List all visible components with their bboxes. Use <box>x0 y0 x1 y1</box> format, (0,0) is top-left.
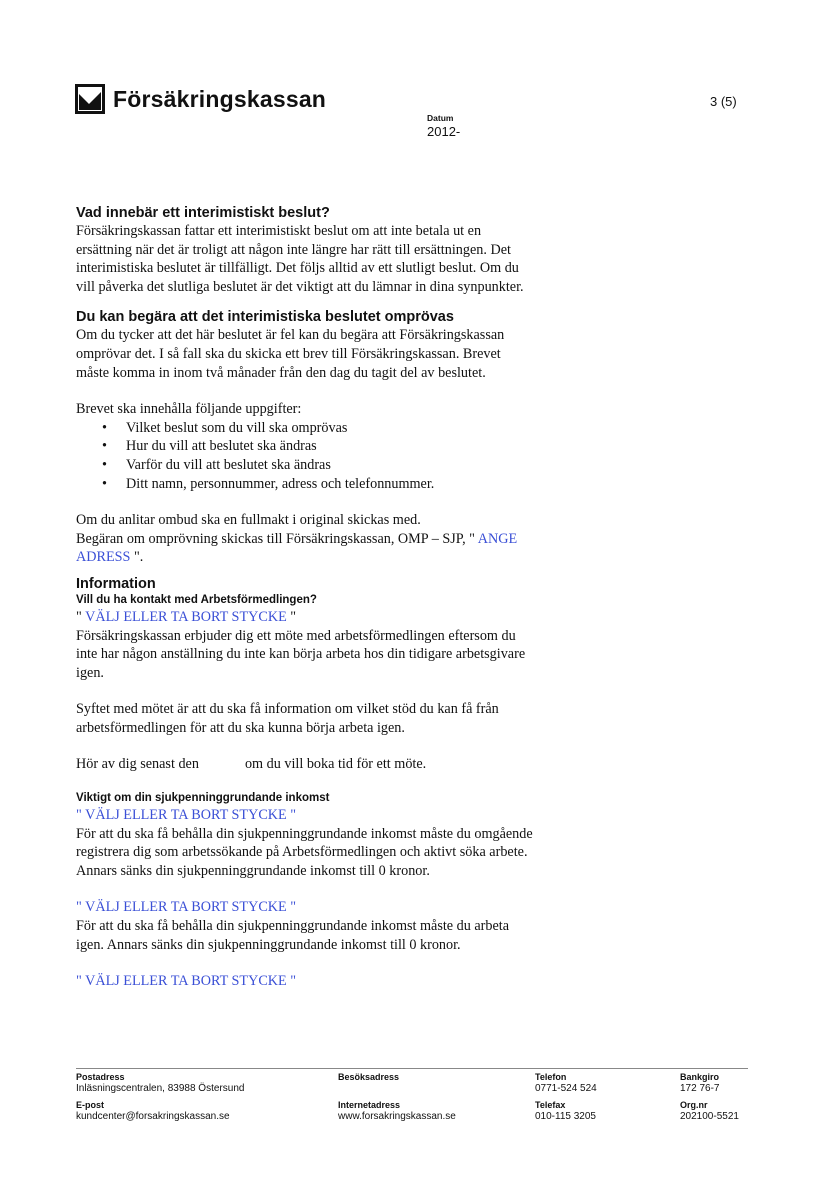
footer-value: 172 76-7 <box>680 1083 720 1094</box>
address-suffix: ". <box>130 549 144 566</box>
footer-divider <box>76 1068 748 1069</box>
footer-postadress <box>76 1071 244 1095</box>
paragraph-interim-decision <box>76 222 656 296</box>
address-line <box>76 530 656 549</box>
list-item: • Ditt namn, personnummer, adress och telefonnummer. <box>126 475 656 494</box>
heading-interim-decision: Vad innebär ett interimistiskt beslut? <box>76 205 330 221</box>
footer-label: Org.nr <box>680 1100 708 1110</box>
footer-telefax <box>535 1099 596 1123</box>
forsakringskassan-logo-icon <box>75 84 105 114</box>
heading-information: Information <box>76 575 156 592</box>
ombud-line: Om du anlitar ombud ska en fullmakt i original skickas med. <box>76 512 421 529</box>
footer-label: Bankgiro <box>680 1072 720 1082</box>
datum-value: 2012- <box>427 124 461 139</box>
address-placeholder-2[interactable]: ADRESS <box>76 549 131 566</box>
text-line: För att du ska få behålla din sjukpenninggrundande inkomst måste du omgående <box>76 825 533 842</box>
datum-label: Datum <box>427 113 454 123</box>
choice-placeholder-1[interactable]: VÄLJ ELLER TA BORT STYCKE <box>85 608 287 625</box>
text-line: omprövar det. I så fall ska du skicka ett brev till Försäkringskassan. Brevet <box>76 345 501 362</box>
document-body <box>76 205 656 991</box>
address-placeholder-1[interactable]: ANGE <box>474 530 518 547</box>
footer-label: Telefax <box>535 1100 566 1110</box>
text-line: Syftet med mötet är att du ska få information om vilket stöd du kan få från <box>76 701 499 718</box>
text-line: vill påverka det slutliga beslutet är det viktigt att du lämnar in dina synpunkter. <box>76 278 524 295</box>
choice-quote-close: " <box>286 608 297 625</box>
footer-email-link[interactable]: kundcenter@forsakringskassan.se <box>76 1111 230 1122</box>
text-line: igen. Annars sänks din sjukpenninggrundande inkomst till 0 kronor. <box>76 936 461 953</box>
contact-text-1: Hör av dig senast den <box>76 756 199 773</box>
required-info-list <box>76 419 656 493</box>
list-item: • Vilket beslut som du vill ska omprövas <box>126 419 656 438</box>
list-item: • Hur du vill att beslutet ska ändras <box>126 437 656 456</box>
text-line: Försäkringskassan fattar ett interimistiskt beslut om att inte betala ut en <box>76 223 482 239</box>
list-intro: Brevet ska innehålla följande uppgifter: <box>76 401 302 418</box>
footer-besoksadress <box>338 1071 399 1083</box>
text-line: registrera dig som arbetssökande på Arbetsförmedlingen och aktivt söka arbete. <box>76 844 528 861</box>
choice-placeholder-4[interactable]: " VÄLJ ELLER TA BORT STYCKE " <box>76 973 297 990</box>
footer-label: Postadress <box>76 1072 125 1082</box>
datum-block <box>427 113 460 139</box>
text-line: Försäkringskassan erbjuder dig ett möte med arbetsförmedlingen eftersom du <box>76 627 516 644</box>
footer-epost <box>76 1099 230 1123</box>
text-line: Om du tycker att det här beslutet är fel kan du begära att Försäkringskassan <box>76 327 505 344</box>
footer-telefon <box>535 1071 597 1095</box>
text-line: interimistiska beslutet är tillfälligt. Det följs alltid av ett slutligt beslut. Om du <box>76 260 519 277</box>
footer-value: 010-115 3205 <box>535 1111 596 1122</box>
text-line: Annars sänks din sjukpenninggrundande inkomst till 0 kronor. <box>76 862 430 879</box>
text-line: inte har någon anställning du inte kan börja arbeta hos din tidigare arbetsgivare <box>76 646 526 663</box>
text-line: arbetsförmedlingen för att du ska kunna börja arbeta igen. <box>76 719 405 736</box>
text-line: igen. <box>76 664 104 681</box>
choice-placeholder-2[interactable]: " VÄLJ ELLER TA BORT STYCKE " <box>76 807 297 824</box>
footer-value: 202100-5521 <box>680 1111 739 1122</box>
footer-value: Inläsningscentralen, 83988 Östersund <box>76 1083 245 1094</box>
footer-label: Internetadress <box>338 1100 401 1110</box>
footer-website-link[interactable]: www.forsakringskassan.se <box>338 1111 456 1122</box>
footer-label: Telefon <box>535 1072 567 1082</box>
paragraph-reconsideration <box>76 326 656 382</box>
logo <box>75 84 326 114</box>
contact-text-2: om du vill boka tid för ett möte. <box>244 756 427 773</box>
list-item: • Varför du vill att beslutet ska ändras <box>126 456 656 475</box>
text-line: För att du ska få behålla din sjukpenninggrundande inkomst måste du arbeta <box>76 918 510 935</box>
choice-placeholder-3[interactable]: " VÄLJ ELLER TA BORT STYCKE " <box>76 899 297 916</box>
contact-deadline-line <box>76 755 656 774</box>
footer-internet <box>338 1099 456 1123</box>
choice-quote-open: " <box>76 608 86 625</box>
heading-sgi: Viktigt om din sjukpenninggrundande inkomst <box>76 792 330 805</box>
footer-label: Besöksadress <box>338 1072 400 1082</box>
address-prefix: Begäran om omprövning skickas till Försäkringskassan, OMP – SJP, " <box>76 530 475 547</box>
text-line: måste komma in inom två månader från den dag du tagit del av beslutet. <box>76 364 486 381</box>
footer-bankgiro <box>680 1071 719 1095</box>
logo-text: Försäkringskassan <box>113 85 327 112</box>
address-line-2 <box>76 548 656 567</box>
footer-orgnr <box>680 1099 739 1123</box>
heading-reconsideration: Du kan begära att det interimistiska beslutet omprövas <box>76 309 454 326</box>
heading-arbetsformedlingen: Vill du ha kontakt med Arbetsförmedlingen? <box>76 593 317 606</box>
footer-label: E-post <box>76 1100 104 1110</box>
choice-line-1 <box>76 608 656 627</box>
footer-value: 0771-524 524 <box>535 1083 597 1094</box>
text-line: ersättning när det är troligt att någon inte längre har rätt till ersättningen. Det <box>76 241 511 258</box>
page-number: 3 (5) <box>710 94 737 109</box>
